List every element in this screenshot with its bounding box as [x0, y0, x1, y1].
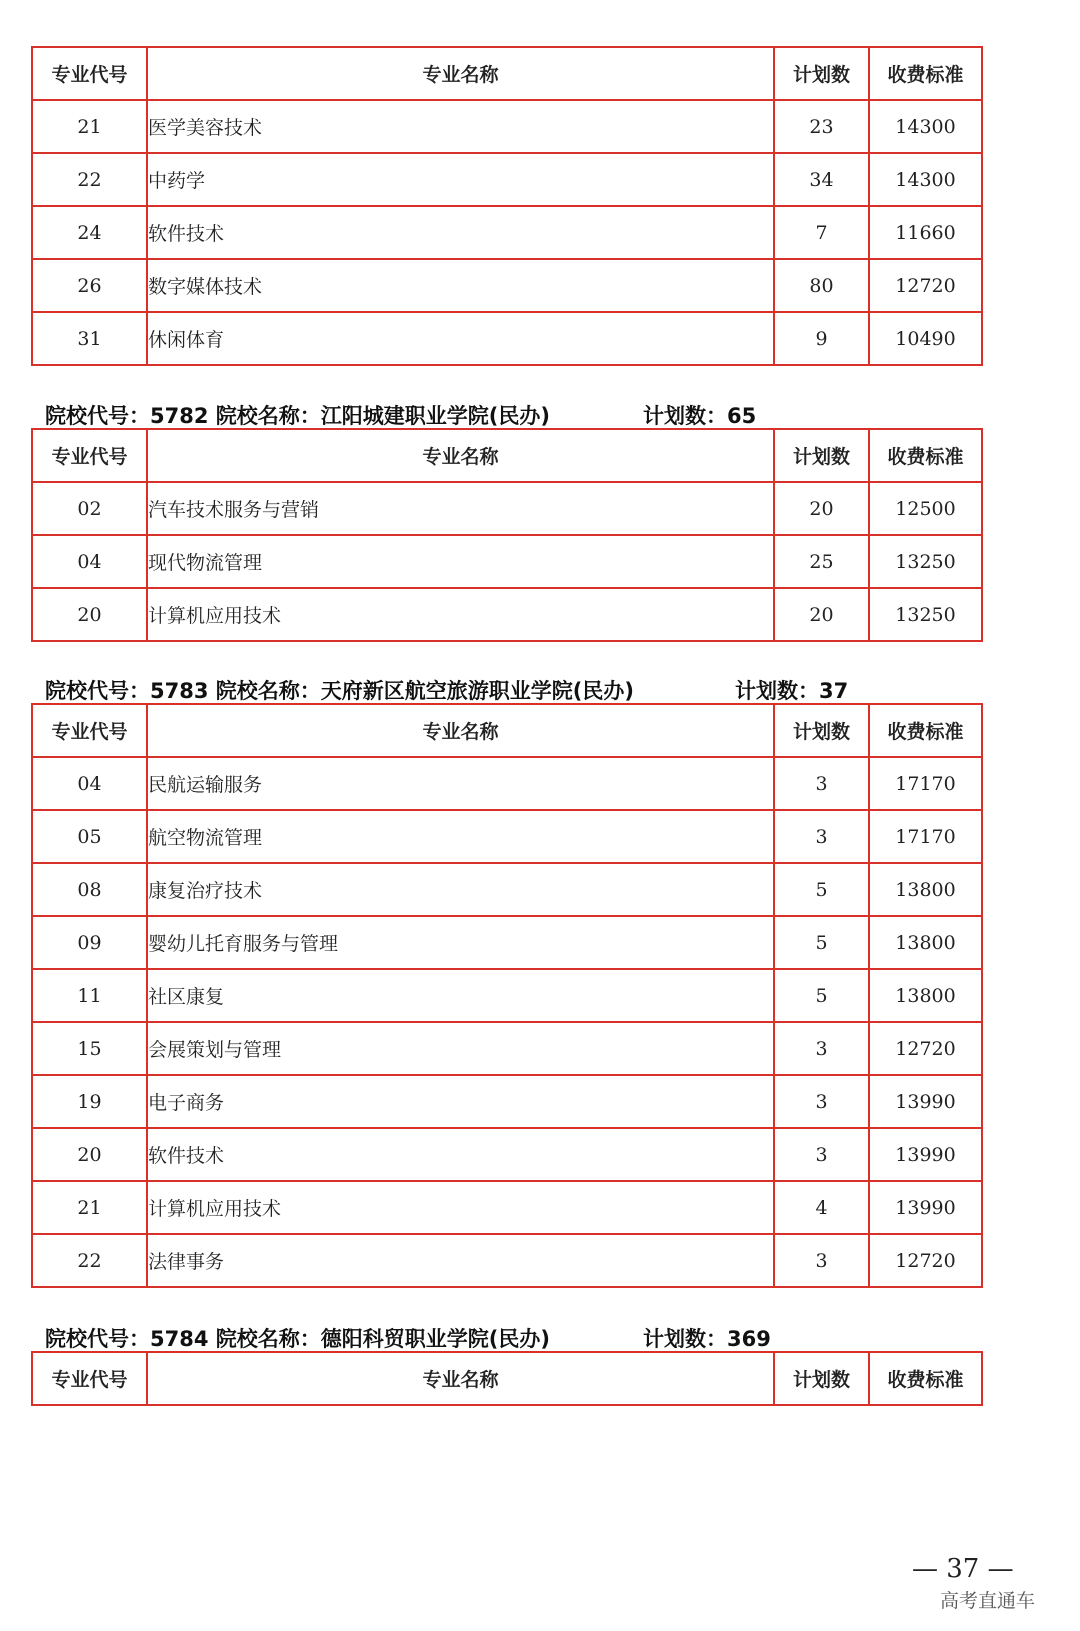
cell-plan: 3	[774, 1128, 869, 1181]
header-plan: 计划数	[774, 429, 869, 482]
cell-name: 会展策划与管理	[147, 1022, 774, 1075]
cell-name: 婴幼儿托育服务与管理	[147, 916, 774, 969]
cell-plan: 5	[774, 863, 869, 916]
cell-plan: 3	[774, 1075, 869, 1128]
cell-code: 19	[32, 1075, 147, 1128]
header-code: 专业代号	[32, 47, 147, 100]
cell-fee: 12720	[869, 1022, 982, 1075]
table-row	[32, 1022, 982, 1075]
cell-fee: 13250	[869, 535, 982, 588]
header-name: 专业名称	[147, 1352, 774, 1405]
cell-fee: 13800	[869, 969, 982, 1022]
cell-plan: 34	[774, 153, 869, 206]
cell-plan: 3	[774, 810, 869, 863]
cell-name: 软件技术	[147, 1128, 774, 1181]
header-fee: 收费标准	[869, 47, 982, 100]
cell-name: 休闲体育	[147, 312, 774, 365]
cell-code: 15	[32, 1022, 147, 1075]
cell-name: 软件技术	[147, 206, 774, 259]
table-row	[32, 100, 982, 153]
cell-code: 05	[32, 810, 147, 863]
header-name: 专业名称	[147, 429, 774, 482]
table-5784	[31, 1351, 983, 1406]
table-5783	[31, 703, 983, 1288]
school-info-text: 院校代号：5782 院校名称：江阳城建职业学院(民办)	[45, 404, 550, 428]
watermark-text: 高考直通车	[940, 1590, 1036, 1612]
cell-code: 21	[32, 100, 147, 153]
cell-fee: 17170	[869, 810, 982, 863]
header-code: 专业代号	[32, 1352, 147, 1405]
cell-fee: 13990	[869, 1181, 982, 1234]
cell-code: 04	[32, 535, 147, 588]
table-row	[32, 206, 982, 259]
cell-fee: 13990	[869, 1128, 982, 1181]
cell-name: 康复治疗技术	[147, 863, 774, 916]
cell-name: 中药学	[147, 153, 774, 206]
cell-plan: 5	[774, 969, 869, 1022]
cell-plan: 20	[774, 588, 869, 641]
header-fee: 收费标准	[869, 1352, 982, 1405]
cell-plan: 3	[774, 757, 869, 810]
header-plan: 计划数	[774, 1352, 869, 1405]
cell-code: 22	[32, 1234, 147, 1287]
cell-plan: 9	[774, 312, 869, 365]
cell-plan: 3	[774, 1234, 869, 1287]
table-row	[32, 482, 982, 535]
school-plan-count: 计划数：369	[643, 1327, 771, 1351]
cell-code: 02	[32, 482, 147, 535]
table-row	[32, 1075, 982, 1128]
table-row	[32, 1234, 982, 1287]
cell-plan: 7	[774, 206, 869, 259]
cell-plan: 80	[774, 259, 869, 312]
cell-name: 医学美容技术	[147, 100, 774, 153]
header-plan: 计划数	[774, 704, 869, 757]
header-name: 专业名称	[147, 704, 774, 757]
table-row	[32, 1128, 982, 1181]
cell-plan: 23	[774, 100, 869, 153]
cell-fee: 10490	[869, 312, 982, 365]
header-code: 专业代号	[32, 429, 147, 482]
cell-code: 09	[32, 916, 147, 969]
cell-plan: 25	[774, 535, 869, 588]
table-row	[32, 535, 982, 588]
cell-code: 22	[32, 153, 147, 206]
cell-code: 04	[32, 757, 147, 810]
cell-code: 08	[32, 863, 147, 916]
school-info-5782	[45, 400, 757, 430]
cell-name: 电子商务	[147, 1075, 774, 1128]
school-info-5783	[45, 675, 849, 705]
table-header-row	[32, 47, 982, 100]
school-info-5784	[45, 1323, 771, 1353]
header-fee: 收费标准	[869, 704, 982, 757]
cell-fee: 13800	[869, 863, 982, 916]
cell-fee: 14300	[869, 100, 982, 153]
cell-plan: 4	[774, 1181, 869, 1234]
cell-fee: 12720	[869, 259, 982, 312]
cell-fee: 13250	[869, 588, 982, 641]
cell-code: 20	[32, 588, 147, 641]
cell-plan: 5	[774, 916, 869, 969]
cell-fee: 14300	[869, 153, 982, 206]
table-row	[32, 588, 982, 641]
cell-code: 20	[32, 1128, 147, 1181]
table-1	[31, 46, 983, 366]
cell-fee: 12500	[869, 482, 982, 535]
table-row	[32, 757, 982, 810]
cell-code: 31	[32, 312, 147, 365]
cell-fee: 11660	[869, 206, 982, 259]
cell-name: 计算机应用技术	[147, 588, 774, 641]
cell-name: 法律事务	[147, 1234, 774, 1287]
cell-name: 社区康复	[147, 969, 774, 1022]
table-row	[32, 153, 982, 206]
school-plan-count: 计划数：37	[735, 679, 849, 703]
cell-plan: 3	[774, 1022, 869, 1075]
cell-code: 24	[32, 206, 147, 259]
cell-name: 航空物流管理	[147, 810, 774, 863]
school-info-text: 院校代号：5783 院校名称：天府新区航空旅游职业学院(民办)	[45, 679, 634, 703]
table-row	[32, 969, 982, 1022]
cell-name: 现代物流管理	[147, 535, 774, 588]
table-row	[32, 259, 982, 312]
school-info-text: 院校代号：5784 院校名称：德阳科贸职业学院(民办)	[45, 1327, 550, 1351]
header-code: 专业代号	[32, 704, 147, 757]
cell-name: 汽车技术服务与营销	[147, 482, 774, 535]
table-row	[32, 1181, 982, 1234]
school-plan-count: 计划数：65	[643, 404, 757, 428]
table-row	[32, 863, 982, 916]
table-header-row	[32, 429, 982, 482]
header-name: 专业名称	[147, 47, 774, 100]
cell-code: 26	[32, 259, 147, 312]
cell-code: 11	[32, 969, 147, 1022]
cell-name: 计算机应用技术	[147, 1181, 774, 1234]
cell-name: 民航运输服务	[147, 757, 774, 810]
cell-fee: 17170	[869, 757, 982, 810]
cell-plan: 20	[774, 482, 869, 535]
cell-fee: 12720	[869, 1234, 982, 1287]
header-fee: 收费标准	[869, 429, 982, 482]
page-number: — 37 —	[912, 1554, 1014, 1584]
table-row	[32, 312, 982, 365]
table-row	[32, 810, 982, 863]
cell-name: 数字媒体技术	[147, 259, 774, 312]
cell-code: 21	[32, 1181, 147, 1234]
table-header-row	[32, 704, 982, 757]
cell-fee: 13800	[869, 916, 982, 969]
header-plan: 计划数	[774, 47, 869, 100]
table-header-row	[32, 1352, 982, 1405]
cell-fee: 13990	[869, 1075, 982, 1128]
table-row	[32, 916, 982, 969]
table-5782	[31, 428, 983, 642]
